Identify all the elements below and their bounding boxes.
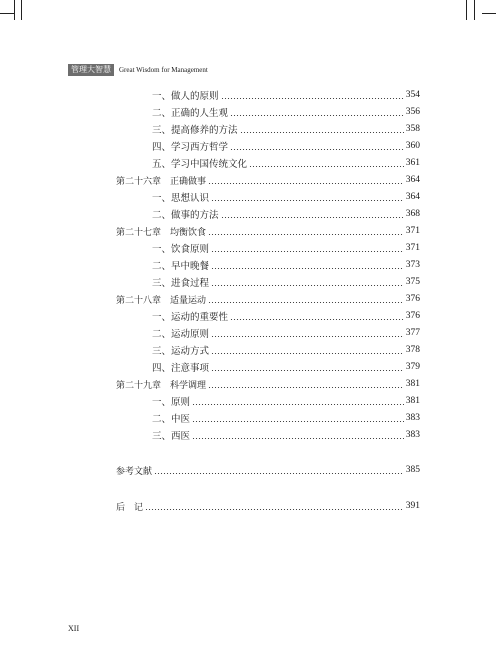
toc-entry-title: 二、正确的人生观 xyxy=(152,108,229,119)
toc-entry-title: 第二十七章 均衡饮食 xyxy=(116,227,207,238)
toc-entry-page: 375 xyxy=(405,277,420,287)
dot-leader xyxy=(192,438,404,439)
dot-leader xyxy=(192,421,404,422)
toc-section-entry[interactable] xyxy=(152,326,420,340)
toc-entry-page: 383 xyxy=(405,413,420,423)
toc-section-entry[interactable] xyxy=(152,241,420,255)
toc-entry-page: 385 xyxy=(405,465,420,475)
toc-entry-title: 三、运动方式 xyxy=(152,346,210,357)
dot-leader xyxy=(230,319,404,320)
toc-entry-title: 一、做人的原则 xyxy=(152,91,219,102)
dot-leader xyxy=(211,268,404,269)
dot-leader xyxy=(208,302,404,303)
toc-entry-title: 第二十八章 适量运动 xyxy=(116,295,207,306)
toc-entry-title: 三、进食过程 xyxy=(152,278,210,289)
toc-section-entry[interactable] xyxy=(152,275,420,289)
dot-leader xyxy=(145,509,404,510)
toc-section-entry[interactable] xyxy=(152,139,420,153)
dot-leader xyxy=(211,336,404,337)
toc-entry-page: 356 xyxy=(405,107,420,117)
toc-section-entry[interactable] xyxy=(152,309,420,323)
toc-section-entry[interactable] xyxy=(152,258,420,272)
toc-entry-title: 四、学习西方哲学 xyxy=(152,142,229,153)
dot-leader xyxy=(208,387,404,388)
dot-leader xyxy=(221,98,404,99)
running-header-badge: 管理大智慧 xyxy=(68,64,114,76)
toc-entry-title: 二、做事的方法 xyxy=(152,210,219,221)
toc-section-entry[interactable] xyxy=(152,411,420,425)
dot-leader xyxy=(230,115,404,116)
dot-leader xyxy=(208,234,404,235)
toc-entry-page: 364 xyxy=(405,192,420,202)
toc-entry-title: 四、注意事项 xyxy=(152,363,210,374)
toc-chapter-entry[interactable] xyxy=(116,292,420,306)
toc-chapter-entry[interactable] xyxy=(116,224,420,238)
toc-entry-title: 一、饮食原则 xyxy=(152,244,210,255)
toc-entry-page: 361 xyxy=(405,158,420,168)
toc-entry-page: 381 xyxy=(405,396,420,406)
dot-leader xyxy=(211,353,404,354)
toc-entry-page: 376 xyxy=(405,294,420,304)
running-header-subtitle: Great Wisdom for Management xyxy=(119,66,208,74)
toc-entry-page: 391 xyxy=(405,501,420,511)
toc-section-entry[interactable] xyxy=(152,428,420,442)
page-number: XII xyxy=(68,624,80,633)
toc-section-entry[interactable] xyxy=(152,360,420,374)
toc-entry-page: 354 xyxy=(405,90,420,100)
toc-section-entry[interactable] xyxy=(152,122,420,136)
toc-entry-page: 381 xyxy=(405,379,420,389)
dot-leader xyxy=(221,217,404,218)
dot-leader xyxy=(230,149,404,150)
toc-entry-page: 358 xyxy=(405,124,420,134)
dot-leader xyxy=(249,166,404,167)
toc-chapter-entry[interactable] xyxy=(116,499,420,513)
toc-entry-page: 377 xyxy=(405,328,420,338)
toc-chapter-entry[interactable] xyxy=(116,463,420,477)
toc-entry-title: 一、运动的重要性 xyxy=(152,312,229,323)
toc-entry-page: 376 xyxy=(405,311,420,321)
dot-leader xyxy=(240,132,404,133)
toc-entry-page: 371 xyxy=(405,243,420,253)
toc-section-entry[interactable] xyxy=(152,88,420,102)
toc-section-entry[interactable] xyxy=(152,190,420,204)
toc-entry-title: 二、运动原则 xyxy=(152,329,210,340)
toc-section-entry[interactable] xyxy=(152,394,420,408)
toc-entry-title: 第二十六章 正确做事 xyxy=(116,176,207,187)
toc-entry-page: 379 xyxy=(405,362,420,372)
dot-leader xyxy=(211,200,404,201)
dot-leader xyxy=(211,370,404,371)
toc-section-entry[interactable] xyxy=(152,156,420,170)
toc-chapter-entry[interactable] xyxy=(116,377,420,391)
toc-entry-title: 三、西医 xyxy=(152,431,191,442)
toc-entry-title: 一、思想认识 xyxy=(152,193,210,204)
toc-section-entry[interactable] xyxy=(152,105,420,119)
dot-leader xyxy=(154,473,404,474)
toc-entry-title: 第二十九章 科学调理 xyxy=(116,380,207,391)
toc-entry-page: 383 xyxy=(405,430,420,440)
dot-leader xyxy=(211,285,404,286)
toc-entry-page: 371 xyxy=(405,226,420,236)
toc-entry-page: 378 xyxy=(405,345,420,355)
toc-entry-page: 360 xyxy=(405,141,420,151)
toc-section-entry[interactable] xyxy=(152,207,420,221)
dot-leader xyxy=(208,183,404,184)
toc-entry-page: 373 xyxy=(405,260,420,270)
toc-section-entry[interactable] xyxy=(152,343,420,357)
toc-entry-title: 三、提高修养的方法 xyxy=(152,125,238,136)
toc-entry-title: 五、学习中国传统文化 xyxy=(152,159,248,170)
toc-entry-page: 368 xyxy=(405,209,420,219)
toc-entry-title: 一、原则 xyxy=(152,397,191,408)
toc-entry-title: 二、早中晚餐 xyxy=(152,261,210,272)
toc-entry-page: 364 xyxy=(405,175,420,185)
dot-leader xyxy=(211,251,404,252)
toc-entry-title: 二、中医 xyxy=(152,414,191,425)
toc-entry-title: 后 记 xyxy=(116,502,144,513)
dot-leader xyxy=(192,404,404,405)
toc-chapter-entry[interactable] xyxy=(116,173,420,187)
toc-entry-title: 参考文献 xyxy=(116,466,153,477)
